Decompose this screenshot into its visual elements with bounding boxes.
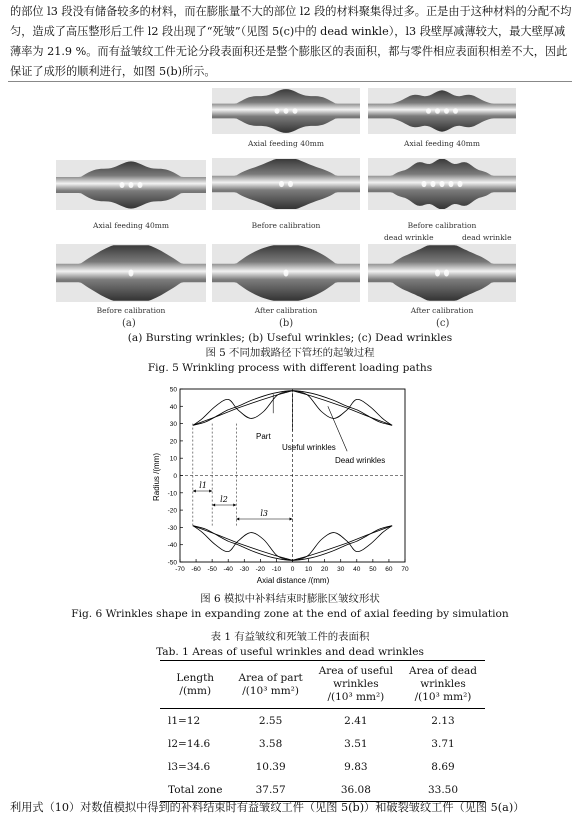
highlight-spot [284, 270, 289, 277]
dim-label-l1: l1 [199, 481, 207, 490]
dim-label-l3: l3 [260, 509, 269, 518]
photo-b3 [212, 244, 360, 302]
x-tick-label: -20 [255, 566, 266, 573]
dead-wrinkle-label-right: dead wrinkle [462, 233, 512, 242]
photo-b1 [212, 88, 360, 134]
table-cell: 10.39 [255, 760, 286, 773]
table-header-row [160, 661, 485, 709]
highlight-spot [426, 108, 431, 114]
table-cell: 2.41 [344, 714, 368, 727]
y-tick-label: 40 [169, 403, 177, 411]
y-tick-label: 30 [169, 421, 177, 429]
table1-caption-cn: 表 1 有益皱纹和死皱工件的表面积 [210, 631, 370, 643]
table-cell: 8.69 [431, 760, 455, 773]
tube-image [212, 88, 360, 134]
x-tick-label: 30 [337, 566, 345, 573]
highlight-spot [458, 181, 463, 187]
y-tick-label: -40 [167, 542, 177, 550]
tube-image [368, 158, 516, 210]
table-row [160, 709, 485, 733]
table-cell: 3.51 [344, 737, 368, 750]
x-tick-label: -30 [239, 566, 249, 573]
column-label-a: (a) [122, 318, 136, 329]
areas-table [160, 660, 485, 802]
header-area-part: Area of part /(10³ mm²) [231, 661, 311, 709]
table-cell: 33.50 [401, 778, 485, 802]
fig5-caption-cn: 图 5 不同加载路径下管坯的起皱过程 [205, 347, 375, 359]
photo-label-c1: Axial feeding 40mm [404, 139, 480, 148]
photo-c2 [368, 158, 516, 210]
dim-label-l2: l2 [220, 495, 228, 504]
fig6-caption-en: Fig. 6 Wrinkles shape in expanding zone at the end of axial feeding by simulation [71, 608, 509, 620]
x-tick-label: -50 [207, 566, 217, 573]
tube-image [368, 244, 516, 302]
wrinkle-shape-chart [150, 377, 420, 587]
highlight-spot [284, 108, 289, 114]
table-row [160, 755, 485, 778]
fig5-subcaption: (a) Bursting wrinkles; (b) Useful wrinkles; (c) Dead wrinkles [127, 332, 453, 344]
highlight-spot [279, 181, 284, 187]
table-cell: 3.71 [431, 737, 455, 750]
y-axis-label: Radius /(mm) [152, 452, 161, 502]
photo-a3 [56, 244, 206, 302]
x-axis-label: Axial distance /(mm) [256, 576, 330, 585]
highlight-spot [120, 182, 125, 188]
photo-b2 [212, 158, 360, 210]
highlight-spot [129, 270, 134, 277]
x-tick-label: 40 [353, 566, 361, 573]
divider [8, 81, 572, 82]
photo-label-c3: After calibration [410, 306, 474, 315]
x-tick-label: 0 [290, 566, 295, 573]
table-cell: 2.55 [258, 714, 283, 727]
x-tick-label: -60 [191, 566, 201, 573]
table-cell: l3=34.6 [168, 760, 211, 773]
header-area-useful: Area of useful wrinkles /(10³ mm²) [311, 661, 401, 709]
y-tick-label: -10 [167, 490, 177, 498]
highlight-spot [440, 181, 445, 187]
annotation-dead-wrinkles: Dead wrinkles [335, 456, 386, 465]
y-tick-label: 10 [169, 455, 177, 463]
x-tick-label: 50 [369, 566, 377, 573]
dead-wrinkle-label-left: dead wrinkle [384, 233, 434, 242]
column-label-b: (b) [279, 318, 294, 329]
table-cell: 9.83 [344, 760, 368, 773]
table-cell: 36.08 [311, 778, 401, 802]
header-length: Length /(mm) [160, 661, 231, 709]
photo-a2 [56, 160, 206, 210]
highlight-spot [288, 181, 293, 187]
header-area-dead: Area of dead wrinkles /(10³ mm²) [401, 661, 485, 709]
paragraph-top: 的部位 l3 段没有储备较多的材料，而在膨胀量不大的部位 l2 段的材料聚集得过多。正是由于这种材料的分配不均匀，造成了高压整形后工件 l2 段出现了“死皱”（见图 5(c)中的 dead winkle），l3 段壁厚减薄较大，最大壁厚减薄率为 21.9 %。而有益皱纹工件无论分段表面积还是整个膨胀区的表面积，都与零件相应表面积相差不大，因此保证了成形的顺利进行，如图 5(b)所示。 [10, 5, 572, 78]
y-tick-label: 0 [173, 473, 177, 480]
y-tick-label: -50 [167, 559, 177, 567]
photo-c1 [368, 88, 516, 134]
photo-c3 [368, 244, 516, 302]
tube-image [56, 160, 206, 210]
y-tick-label: -20 [167, 507, 177, 515]
tube-shape [368, 245, 516, 301]
x-tick-label: 10 [304, 566, 313, 573]
highlight-spot [422, 181, 427, 187]
tube-image [368, 88, 516, 134]
highlight-spot [138, 182, 143, 188]
y-tick-label: -30 [167, 524, 177, 532]
table-cell: Total zone [160, 778, 231, 802]
highlight-spot [431, 181, 436, 187]
annotation-useful-wrinkles: Useful wrinkles [282, 443, 336, 452]
column-label-c: (c) [436, 318, 450, 329]
highlight-spot [444, 270, 449, 277]
highlight-spot [453, 108, 458, 114]
highlight-spot [129, 182, 134, 188]
x-tick-label: 20 [321, 566, 329, 573]
photo-label-a2: Axial feeding 40mm [93, 221, 169, 230]
x-tick-label: 70 [401, 566, 409, 573]
photo-label-a3: Before calibration [96, 306, 166, 315]
photo-label-c2: Before calibration [407, 221, 477, 230]
table1-caption-en: Tab. 1 Areas of useful wrinkles and dead wrinkles [156, 646, 424, 658]
y-tick-label: 50 [169, 386, 177, 394]
tube-image [56, 244, 206, 302]
photo-label-b1: Axial feeding 40mm [248, 139, 324, 148]
highlight-spot [435, 270, 440, 277]
tube-shape [368, 90, 516, 131]
x-tick-label: -10 [271, 566, 282, 573]
highlight-spot [444, 108, 449, 114]
highlight-spot [435, 108, 440, 114]
fig6-caption-cn: 图 6 模拟中补料结束时膨胀区皱纹形状 [200, 593, 380, 605]
table-cell: l2=14.6 [168, 737, 211, 750]
tube-image [212, 158, 360, 210]
table-cell: 3.58 [258, 737, 283, 750]
highlight-spot [293, 108, 298, 114]
table-row [160, 732, 485, 755]
photo-label-b2: Before calibration [251, 221, 321, 230]
photo-label-b3: After calibration [254, 306, 318, 315]
table-cell: l1=12 [168, 714, 201, 727]
fig5-caption-en: Fig. 5 Wrinkling process with different loading paths [147, 362, 433, 374]
x-tick-label: -40 [223, 566, 233, 573]
x-tick-label: 60 [385, 566, 393, 573]
tube-shape [212, 159, 360, 209]
table-cell: 37.57 [231, 778, 311, 802]
x-tick-label: -70 [175, 566, 185, 573]
annotation-part: Part [256, 432, 271, 441]
highlight-spot [449, 181, 454, 187]
y-tick-label: 20 [169, 438, 177, 446]
tube-image [212, 244, 360, 302]
paragraph-bottom: 利用式（10）对数值模拟中得到的补料结束时有益皱纹工件（见图 5(b)）和破裂皱纹工件（见图 5(a)） [10, 801, 525, 814]
table-cell: 2.13 [431, 714, 455, 727]
highlight-spot [275, 108, 280, 114]
